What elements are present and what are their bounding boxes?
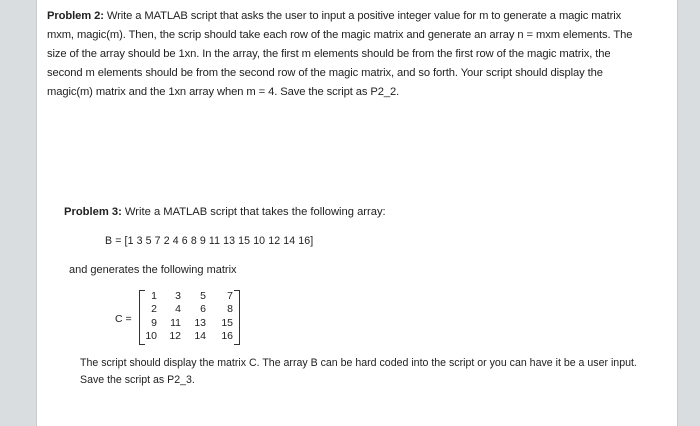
- matrix-cell: 4: [175, 303, 181, 315]
- problem-2-line-1: Problem 2: Write a MATLAB script that asks the user to input a positive integer value for m to generate a magic matrix: [47, 10, 622, 22]
- matrix-row: [139, 330, 240, 343]
- matrix-cell: 3: [175, 290, 181, 302]
- problem-3-footer: [80, 355, 660, 389]
- matrix-cell: 16: [221, 330, 233, 342]
- matrix-cell: 14: [194, 330, 206, 342]
- matrix-cell: 15: [221, 317, 233, 329]
- problem-2-line-4: second m elements should be from the second row of the magic matrix, and so forth. Your script should display the: [47, 67, 603, 79]
- matrix-row: [139, 303, 240, 316]
- matrix-cell: 5: [200, 290, 206, 302]
- matrix-c: [139, 289, 240, 344]
- matrix-cell: 9: [151, 317, 157, 329]
- array-b-definition: B = [1 3 5 7 2 4 6 8 9 11 13 15 10 12 14 16]: [105, 235, 314, 247]
- matrix-cell: 10: [145, 330, 157, 342]
- problem-2-text: [47, 7, 667, 102]
- problem-2-line-3: size of the array should be 1xn. In the array, the first m elements should be from the first row of the magic matrix, the: [47, 48, 611, 60]
- matrix-cell: 2: [151, 303, 157, 315]
- footer-line-1: The script should display the matrix C. The array B can be hard coded into the script or you can have it be a user input.: [80, 357, 637, 369]
- matrix-cell: 12: [169, 330, 181, 342]
- matrix-cell: 8: [227, 303, 233, 315]
- matrix-row: [139, 290, 240, 303]
- matrix-row: [139, 317, 240, 330]
- matrix-c-label: C =: [115, 313, 132, 325]
- problem-2-line-2: mxm, magic(m). Then, the scrip should take each row of the magic matrix and generate an array n = mxm elements. The: [47, 29, 633, 41]
- footer-line-2: Save the script as P2_3.: [80, 374, 195, 386]
- matrix-cell: 7: [227, 290, 233, 302]
- problem-2-line-5: magic(m) matrix and the 1xn array when m = 4. Save the script as P2_2.: [47, 86, 400, 98]
- matrix-cell: 13: [194, 317, 206, 329]
- problem-3-label: Problem 3:: [64, 206, 122, 218]
- problem-3-heading: Problem 3: Write a MATLAB script that takes the following array:: [64, 206, 386, 218]
- problem-2-label: Problem 2:: [47, 10, 104, 22]
- generates-text: and generates the following matrix: [69, 264, 237, 276]
- matrix-cell: 1: [151, 290, 157, 302]
- matrix-cell: 11: [170, 317, 181, 329]
- matrix-cell: 6: [200, 303, 206, 315]
